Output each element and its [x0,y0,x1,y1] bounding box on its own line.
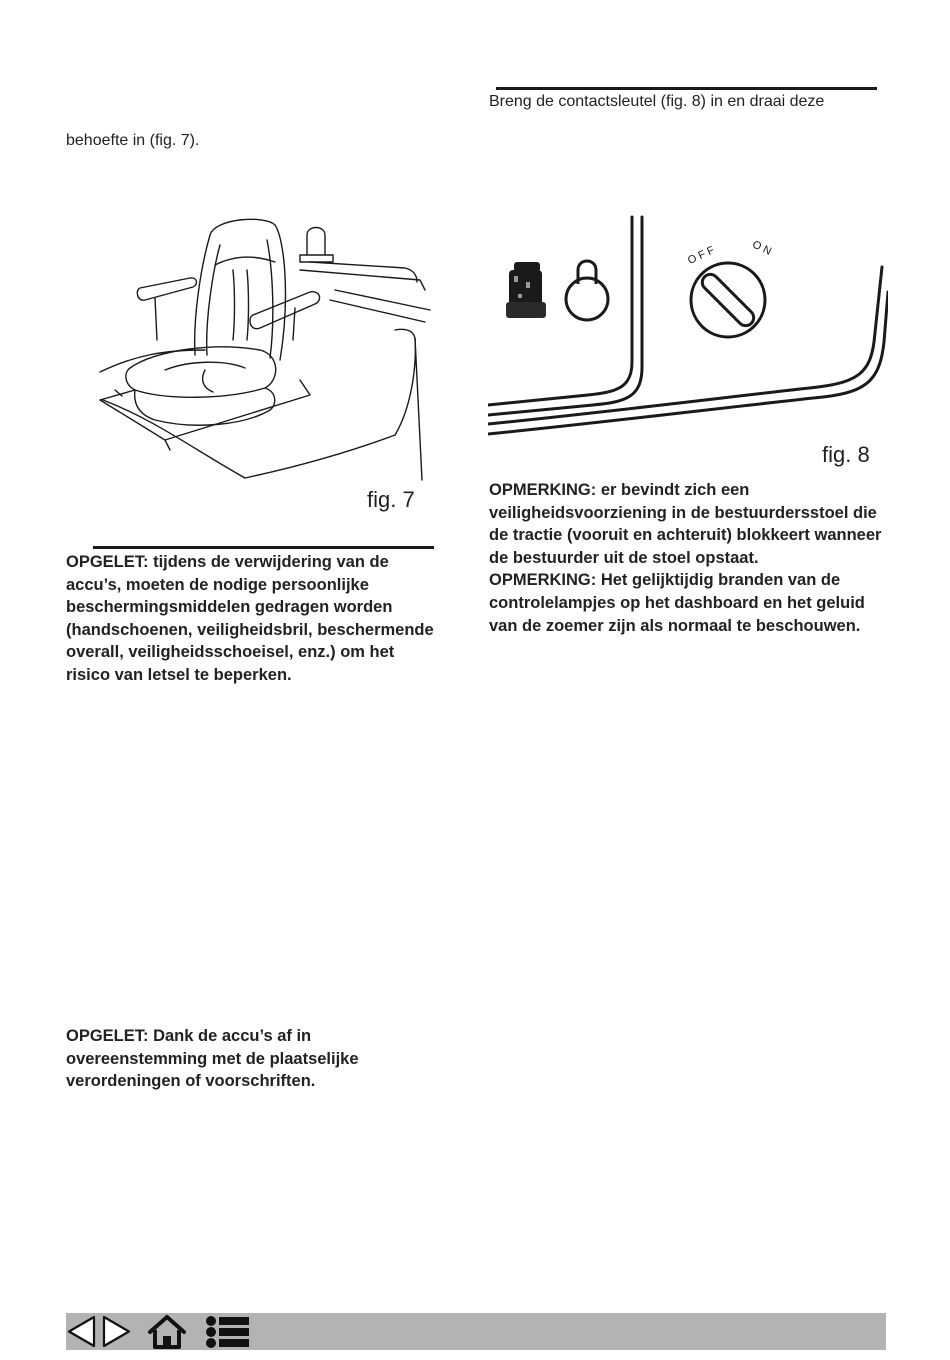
warning-2: OPGELET: Dank de accu’s af in overeenstemming met de plaatselijke verordeningen of voorschriften. [66,1027,359,1091]
warning-1: OPGELET: tijdens de verwijdering van de accu’s, moeten de nodige persoonlijke beschermingsmiddelen gedragen worden (handschoenen, veiligheidsbril, beschermende overall, veiligheidsschoeisel, enz.) om het risico van letsel te beperken. [66,553,434,684]
figure-7-seat-drawing [95,210,440,485]
contents-list-button[interactable] [203,1313,251,1350]
next-page-icon [100,1313,132,1350]
figure-8-caption: fig. 8 [822,442,870,467]
key-lock-pictogram [566,261,608,320]
note-2: OPMERKING: Het gelijktijdig branden van de controlelampjes op het dashboard en het geluid van de zoemer zijn als normaal te beschouwen. [489,571,865,635]
ignition-off-label: OFF [685,243,720,267]
right-column-rule [496,87,877,90]
home-button[interactable] [147,1313,187,1350]
ignition-switch [691,263,765,337]
home-icon [147,1313,187,1350]
note-1: OPMERKING: er bevindt zich een veiligheidsvoorziening in de bestuurdersstoel die de tractie (vooruit en achteruit) blokkeert wanneer de bestuurder uit de stoel opstaat. [489,481,882,567]
ignition-on-label: ON [750,238,776,260]
left-intro-text: behoefte in (fig. 7). [66,132,200,149]
figure-7-caption: fig. 7 [367,487,415,512]
figure-8-dashboard-drawing [488,212,888,442]
next-page-button[interactable] [100,1313,132,1350]
operator-seat-pictogram [506,262,546,318]
previous-page-icon [66,1313,98,1350]
left-column-rule [93,546,434,549]
right-notes [489,479,889,637]
contents-list-icon [203,1313,251,1350]
right-intro-text: Breng de contactsleutel (fig. 8) in en draai deze [489,93,825,110]
previous-page-button[interactable] [66,1313,98,1350]
navigation-bar [66,1313,886,1350]
